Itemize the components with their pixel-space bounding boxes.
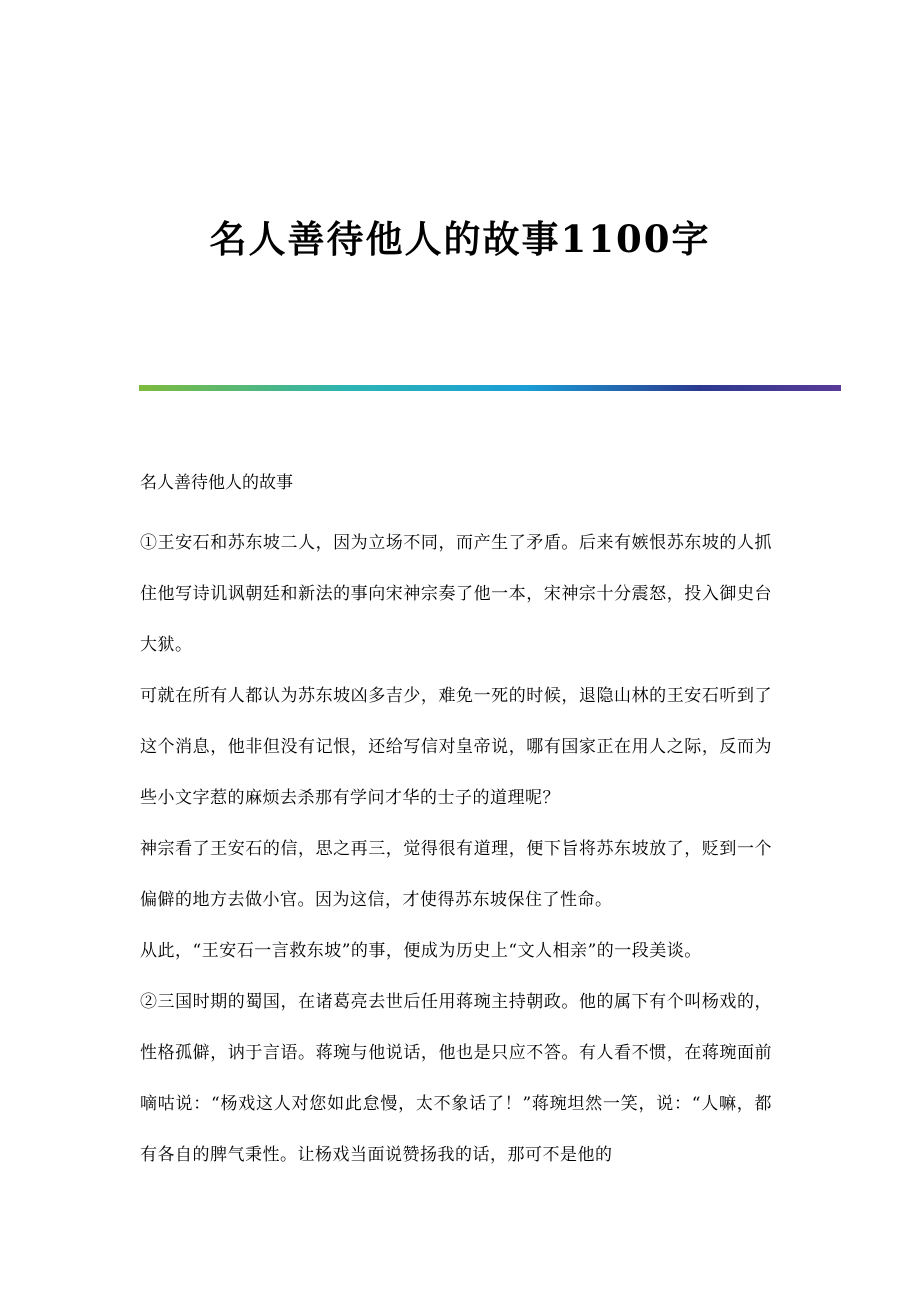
paragraph-1: ①王安石和苏东坡二人，因为立场不同，而产生了矛盾。后来有嫉恨苏东坡的人抓住他写诗讥讽朝廷和新法的事向宋神宗奏了他一本，宋神宗十分震怒，投入御史台大狱。: [140, 533, 772, 655]
document-title: 名人善待他人的故事1100字: [209, 217, 711, 261]
document-body: [140, 466, 772, 1181]
paragraph-4: 从此，“王安石一言救东坡”的事，便成为历史上“文人相亲”的一段美谈。: [140, 941, 702, 961]
paragraph-2: 可就在所有人都认为苏东坡凶多吉少，难免一死的时候，退隐山林的王安石听到了这个消息，他非但没有记恨，还给写信对皇帝说，哪有国家正在用人之际，反而为些小文字惹的麻烦去杀那有学问才华的士子的道理呢？: [140, 686, 772, 808]
paragraph-5: ②三国时期的蜀国，在诸葛亮去世后任用蒋琬主持朝政。他的属下有个叫杨戏的，性格孤僻，讷于言语。蒋琬与他说话，他也是只应不答。有人看不惯，在蒋琬面前嘀咕说：“杨戏这人对您如此怠慢，太不象话了！”蒋琬坦然一笑，说：“人嘛，都有各自的脾气秉性。让杨戏当面说赞扬我的话，那可不是他的: [140, 992, 772, 1165]
title-divider: [139, 385, 841, 391]
section-subtitle: 名人善待他人的故事: [140, 473, 293, 493]
paragraph-3: 神宗看了王安石的信，思之再三，觉得很有道理，便下旨将苏东坡放了，贬到一个偏僻的地方去做小官。因为这信，才使得苏东坡保住了性命。: [140, 839, 772, 910]
